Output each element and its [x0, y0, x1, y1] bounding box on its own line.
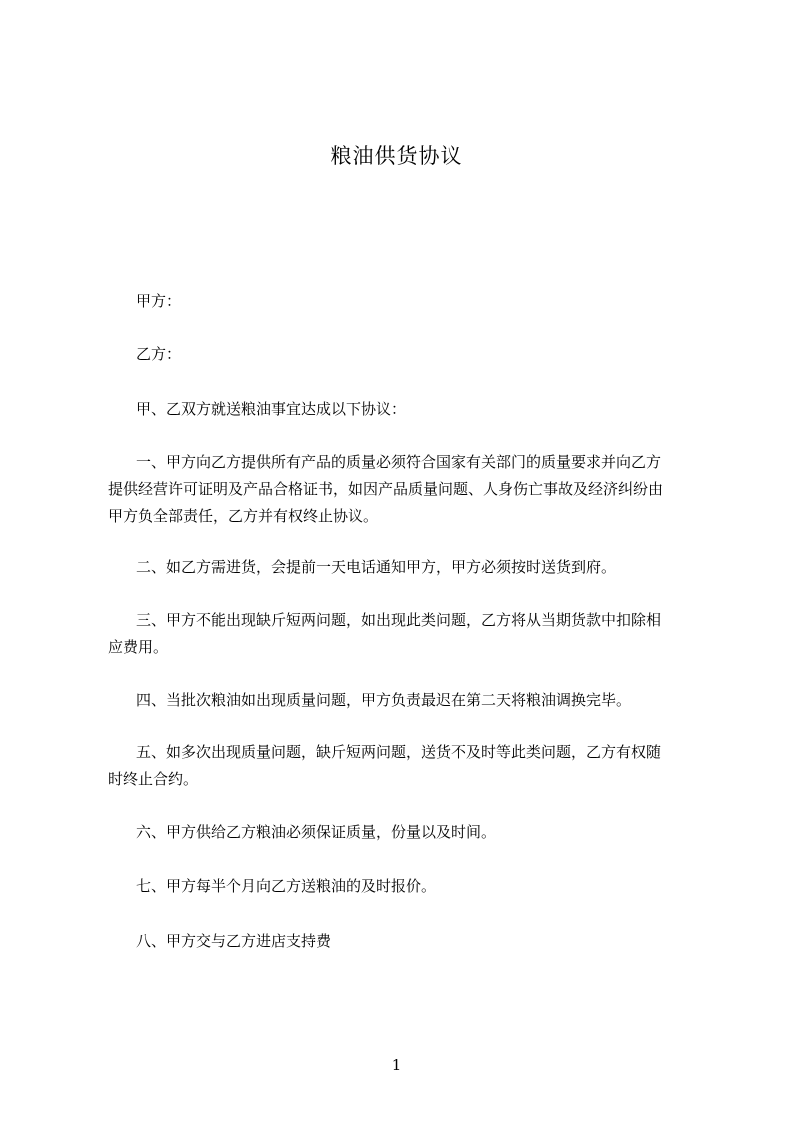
clause-5 [108, 739, 704, 793]
clause-2-line-1: 二、如乙方需进货，会提前一天电话通知甲方，甲方必须按时送货到府。 [136, 558, 617, 576]
intro-text: 甲、乙双方就送粮油事宜达成以下协议： [136, 400, 407, 418]
party-b-label [108, 341, 704, 368]
page-number: 1 [391, 1056, 402, 1074]
clause-1 [108, 449, 704, 530]
clause-1-line-1: 一、甲方向乙方提供所有产品的质量必须符合国家有关部门的质量要求并向乙方 [136, 453, 662, 471]
clause-1-line-2: 提供经营许可证明及产品合格证书，如因产品质量问题、人身伤亡事故及经济纠纷由 [108, 480, 664, 498]
clause-8 [108, 928, 704, 955]
clause-4-line-1: 四、当批次粮油如出现质量问题，甲方负责最迟在第二天将粮油调换完毕。 [136, 691, 632, 709]
clause-3-line-2: 应费用。 [108, 638, 169, 656]
clause-3-line-1: 三、甲方不能出现缺斤短两问题，如出现此类问题，乙方将从当期货款中扣除相 [136, 611, 662, 629]
clause-1-line-3: 甲方负全部责任，乙方并有权终止协议。 [108, 507, 379, 525]
party-b-text: 乙方： [136, 345, 182, 363]
clause-8-line-1: 八、甲方交与乙方进店支持费 [136, 932, 332, 950]
clause-5-line-2: 时终止合约。 [108, 770, 199, 788]
clause-5-line-1: 五、如多次出现质量问题，缺斤短两问题，送货不及时等此类问题，乙方有权随 [136, 743, 662, 761]
party-a-text: 甲方： [136, 292, 182, 310]
clause-6 [108, 819, 704, 846]
intro-paragraph [108, 396, 704, 423]
clause-7-line-1: 七、甲方每半个月向乙方送粮油的及时报价。 [136, 877, 437, 895]
clause-3 [108, 607, 704, 661]
clause-6-line-1: 六、甲方供给乙方粮油必须保证质量，份量以及时间。 [136, 823, 497, 841]
document-title: 粮油供货协议 [330, 144, 463, 168]
party-a-label [108, 288, 704, 315]
clause-4 [108, 687, 704, 714]
clause-7 [108, 873, 704, 900]
clause-2 [108, 554, 704, 581]
